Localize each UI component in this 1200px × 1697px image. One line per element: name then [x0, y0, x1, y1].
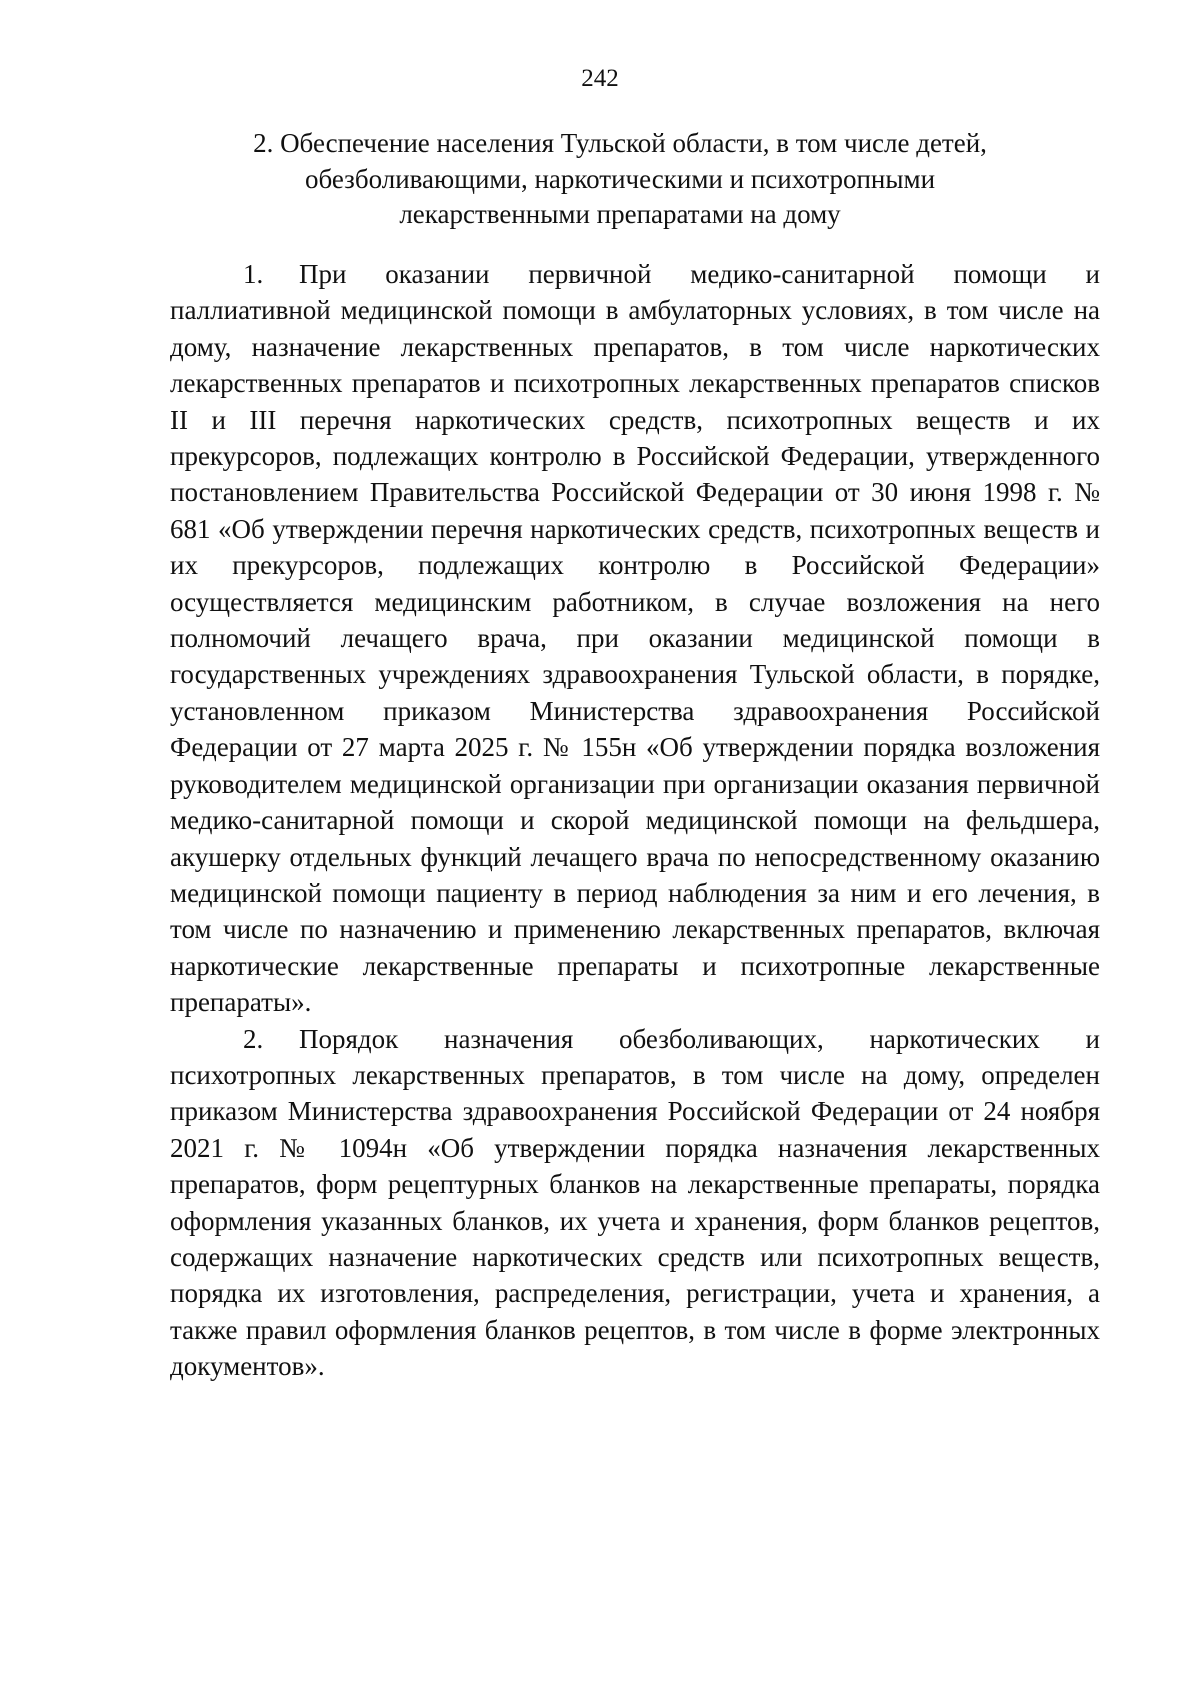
heading-line: обезболивающими, наркотическими и психотропными: [304, 163, 936, 194]
paragraph-number: 2.: [243, 1023, 264, 1054]
section-heading: [175, 126, 1065, 233]
paragraph-2: [170, 1021, 1100, 1385]
document-body: [170, 256, 1100, 1385]
paragraph-number: 1.: [243, 259, 264, 289]
heading-line: 2. Обеспечение населения Тульской области, в том числе детей,: [253, 128, 987, 158]
page-number: 242: [581, 65, 619, 92]
heading-line: лекарственными препаратами на дому: [399, 199, 841, 229]
paragraph-text: При оказании первичной медико-санитарной помощи и паллиативной медицинской помощи в амбулаторных условиях, в том числе на дому, назначение лекарственных препаратов, в том числе наркотических лекарственных препаратов и психотропных лекарственных препаратов списков II и III перечня наркотических средств, психотропных веществ и их прекурсоров, подлежащих контролю в Российской Федерации, утвержденного постановлением Правительства Российской Федерации от 30 июня 1998 г. № 681 «Об утверждении перечня наркотических средств, психотропных веществ и их прекурсоров, подлежащих контролю в Российской Федерации» осуществляется медицинским работником, в случае возложения на него полномочий лечащего врача, при оказании медицинской помощи в государственных учреждениях здравоохранения Тульской области, в порядке, установленном приказом Министерства здравоохранения Российской Федерации от 27 марта 2025 г. № 155н «Об утверждении порядка возложения руководителем медицинской организации при организации оказания первичной медико-санитарной помощи и скорой медицинской помощи на фельдшера, акушерку отдельных функций лечащего врача по непосредственному оказанию медицинской помощи пациенту в период наблюдения за ним и его лечения, в том числе по назначению и применению лекарственных препаратов, включая наркотические лекарственные препараты и психотропные лекарственные препараты».: [170, 259, 1100, 1018]
paragraph-text: Порядок назначения обезболивающих, наркотических и психотропных лекарственных препаратов, в том числе на дому, определен приказом Министерства здравоохранения Российской Федерации от 24 ноября 2021 г. № 1094н «Об утверждении порядка назначения лекарственных препаратов, форм рецептурных бланков на лекарственные препараты, порядка оформления указанных бланков, их учета и хранения, форм бланков рецептов, содержащих назначение наркотических средств или психотропных веществ, порядка их изготовления, распределения, регистрации, учета и хранения, а также правил оформления бланков рецептов, в том числе в форме электронных документов».: [170, 1023, 1100, 1382]
paragraph-1: [170, 256, 1100, 1021]
